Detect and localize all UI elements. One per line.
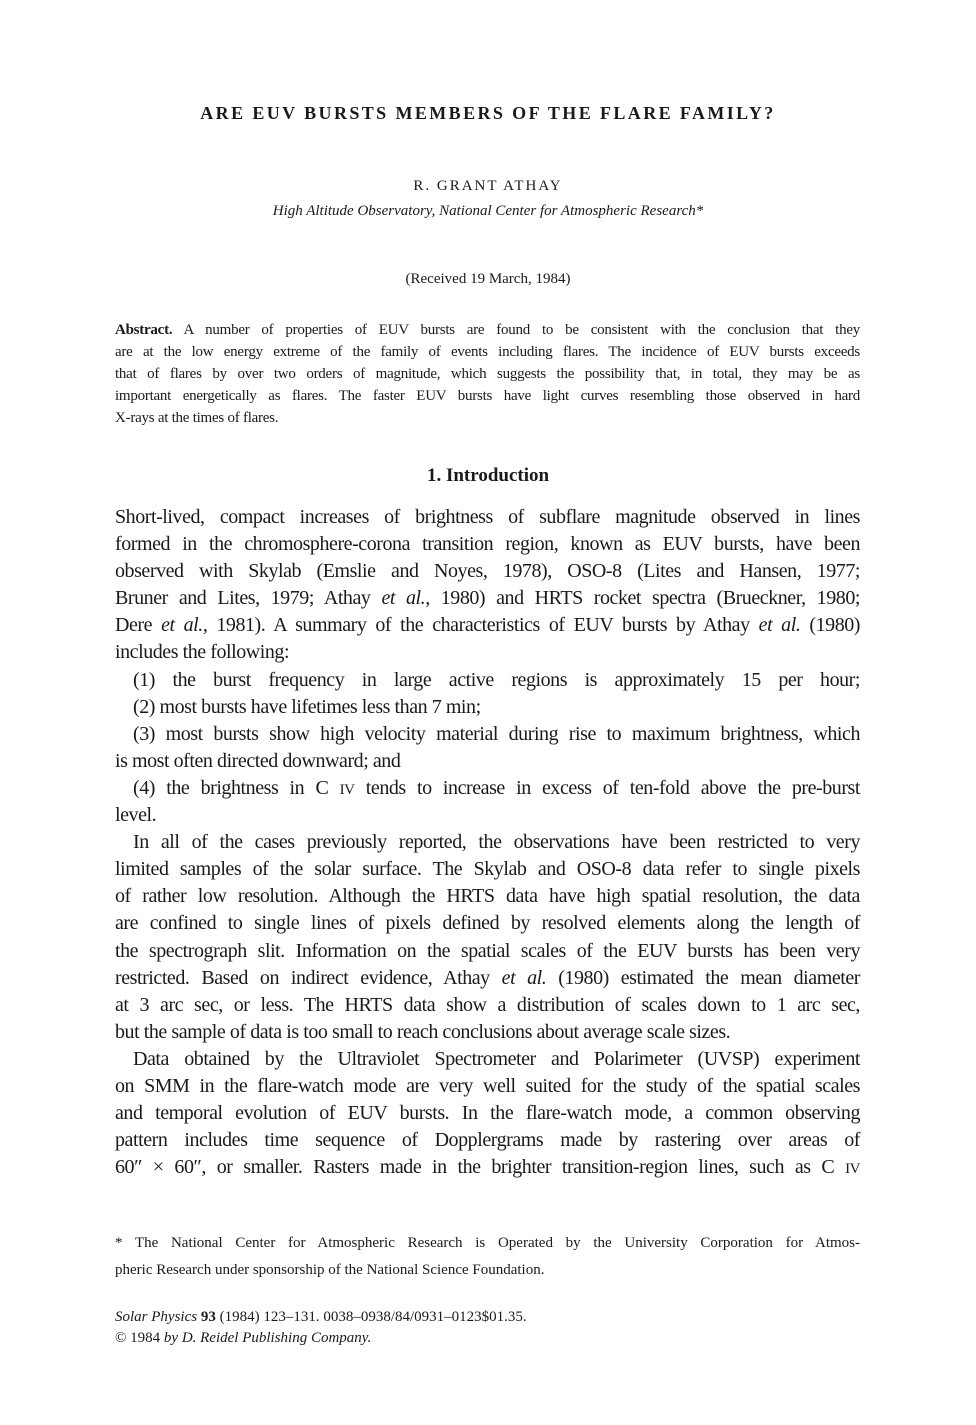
text-line — [115, 938, 860, 965]
text-segment: restricted. Based on indirect evidence, Athay — [115, 966, 502, 989]
footnote-line: * The National Center for Atmospheric Research is Operated by the University Corporation for Atmos- — [115, 1235, 860, 1251]
text-line — [115, 385, 860, 407]
italic-segment: et al. — [161, 614, 203, 637]
copyright-year: 1984 — [126, 1330, 164, 1346]
text-line — [115, 612, 860, 639]
text-line — [115, 504, 860, 531]
text-segment: In all of the cases previously reported, the observations have been restricted to very — [133, 831, 860, 854]
publisher: by D. Reidel Publishing Company. — [163, 1330, 372, 1346]
text-line — [115, 585, 860, 612]
text-segment: A number of properties of EUV bursts are found to be consistent with the conclusion that they — [172, 322, 860, 338]
received-date: (Received 19 March, 1984) — [405, 271, 571, 287]
copyright-icon: © — [115, 1330, 127, 1346]
text-line — [115, 639, 860, 666]
abstract — [115, 319, 860, 429]
text-segment: includes the following: — [115, 641, 290, 664]
text-line — [115, 829, 860, 856]
text-segment: is most often directed downward; and — [115, 749, 401, 772]
citation-line — [115, 1307, 860, 1328]
text-line — [115, 341, 860, 363]
small-caps-segment: IV — [845, 1161, 860, 1178]
journal-volume: 93 — [200, 1309, 216, 1325]
text-segment: are at the low energy extreme of the family of events including flares. The incidence of EUV bursts exceeds — [115, 344, 860, 360]
text-segment: but the sample of data is too small to reach conclusions about average scale sizes. — [115, 1020, 731, 1043]
text-line — [115, 965, 860, 992]
text-segment: , 1980) and HRTS rocket spectra (Brueckner, 1980; — [425, 587, 860, 610]
text-line — [115, 1046, 860, 1073]
text-segment: and temporal evolution of EUV bursts. In the flare-watch mode, a common observing — [115, 1102, 860, 1125]
text-line — [115, 1127, 860, 1154]
text-segment: (1) the burst frequency in large active regions is approximately 15 per hour; — [133, 668, 860, 691]
text-line — [115, 748, 860, 775]
text-segment: Data obtained by the Ultraviolet Spectrometer and Polarimeter (UVSP) experiment — [133, 1047, 860, 1070]
text-line — [115, 1100, 860, 1127]
text-line — [115, 721, 860, 748]
text-segment: that of flares by over two orders of magnitude, which suggests the possibility that, in total, they may be as — [115, 366, 860, 382]
body-text — [115, 504, 860, 1181]
text-line — [115, 667, 860, 694]
text-line — [115, 910, 860, 937]
small-caps-segment: IV — [339, 781, 355, 798]
text-segment: (1980) estimated the mean diameter — [546, 966, 860, 989]
italic-segment: et al. — [501, 966, 547, 989]
text-segment: Short-lived, compact increases of brightness of subflare magnitude observed in lines — [115, 506, 860, 528]
journal-pages: (1984) 123–131. 0038–0938/84/0931–0123$01.35. — [215, 1309, 527, 1325]
text-line — [115, 407, 860, 429]
text-line — [115, 1019, 860, 1046]
text-segment: (3) most bursts show high velocity material during rise to maximum brightness, which — [133, 722, 860, 745]
text-line — [115, 531, 860, 558]
text-segment: 60″ × 60″, or smaller. Rasters made in the brighter transition-region lines, such as C — [115, 1156, 846, 1179]
affiliation: High Altitude Observatory, National Center for Atmospheric Research* — [272, 203, 704, 219]
italic-segment: et al. — [758, 614, 801, 637]
text-line — [115, 319, 860, 341]
text-segment: of rather low resolution. Although the HRTS data have high spatial resolution, the data — [115, 885, 860, 908]
text-segment: (2) most bursts have lifetimes less than 7 min; — [133, 695, 481, 718]
text-segment: are confined to single lines of pixels defined by resolved elements along the length of — [115, 912, 860, 935]
text-segment: formed in the chromosphere-corona transition region, known as EUV bursts, have been — [115, 533, 860, 556]
journal-name: Solar Physics — [115, 1309, 198, 1325]
text-segment: Dere — [115, 614, 162, 637]
text-line — [115, 992, 860, 1019]
author: R. GRANT ATHAY — [413, 178, 563, 194]
paper-title: ARE EUV BURSTS MEMBERS OF THE FLARE FAMILY? — [200, 103, 776, 123]
text-segment: (1980) — [800, 614, 861, 637]
text-segment: on SMM in the flare-watch mode are very well suited for the study of the spatial scales — [115, 1074, 860, 1097]
text-line — [115, 883, 860, 910]
text-segment: (4) the brightness in C — [133, 776, 340, 799]
text-segment: important energetically as flares. The faster EUV bursts have light curves resembling those observed in hard — [115, 388, 860, 404]
text-segment: limited samples of the solar surface. The Skylab and OSO-8 data refer to single pixels — [115, 858, 860, 881]
journal-info — [115, 1307, 860, 1349]
text-segment: X-rays at the times of flares. — [115, 410, 279, 426]
text-segment: level. — [115, 804, 157, 827]
footnote — [115, 1233, 860, 1287]
text-line — [115, 856, 860, 883]
text-line — [115, 363, 860, 385]
italic-segment: et al. — [381, 587, 426, 610]
text-line — [115, 558, 860, 585]
text-segment: the spectrograph slit. Information on the spatial scales of the EUV bursts has been very — [115, 939, 860, 962]
copyright-line — [115, 1328, 860, 1349]
text-line — [115, 694, 860, 721]
text-line — [115, 775, 860, 802]
text-segment: at 3 arc sec, or less. The HRTS data show a distribution of scales down to 1 arc sec, — [115, 993, 860, 1016]
abstract-label: Abstract. — [115, 322, 173, 338]
text-segment: tends to increase in excess of ten-fold above the pre-burst — [354, 776, 860, 799]
section-heading: 1. Introduction — [426, 465, 550, 486]
text-line — [115, 802, 860, 829]
text-line — [115, 1073, 860, 1100]
text-line — [115, 1154, 860, 1181]
text-segment: observed with Skylab (Emslie and Noyes, 1978), OSO-8 (Lites and Hansen, 1977; — [115, 560, 860, 583]
footnote-line: pheric Research under sponsorship of the National Science Foundation. — [115, 1262, 545, 1279]
text-segment: pattern includes time sequence of Dopplergrams made by rastering over areas of — [115, 1129, 860, 1152]
text-segment: , 1981). A summary of the characteristics of EUV bursts by Athay — [202, 614, 759, 637]
text-segment: Bruner and Lites, 1979; Athay — [115, 587, 382, 610]
